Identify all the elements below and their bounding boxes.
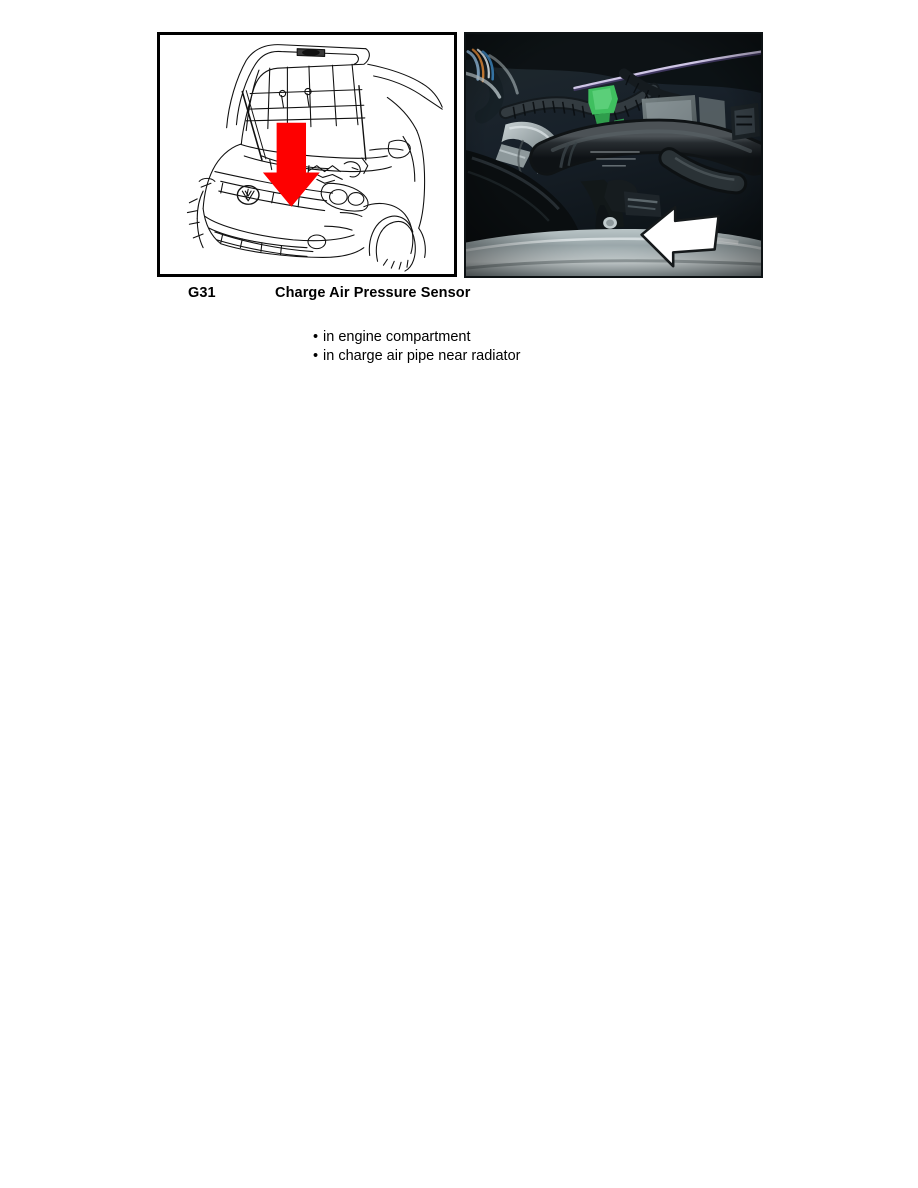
bullet-icon: •	[313, 329, 319, 345]
bullet-icon: •	[313, 347, 319, 364]
list-item	[313, 347, 520, 366]
figure-caption	[188, 285, 470, 303]
list-item-label: in engine compartment	[323, 329, 471, 345]
caption-component-title: Charge Air Pressure Sensor	[275, 285, 471, 301]
vehicle-line-drawing	[160, 35, 454, 274]
figure-row	[157, 32, 763, 278]
list-item-label: in charge air pipe near radiator	[323, 347, 521, 364]
location-notes-list	[313, 328, 520, 365]
figure-left-linedrawing	[157, 32, 457, 277]
figure-right-photograph	[464, 32, 763, 278]
caption-component-code: G31	[188, 285, 216, 301]
list-item	[313, 328, 520, 347]
engine-bay-photo	[466, 34, 761, 276]
photo-canvas	[466, 34, 761, 276]
line-drawing-canvas	[160, 35, 454, 274]
